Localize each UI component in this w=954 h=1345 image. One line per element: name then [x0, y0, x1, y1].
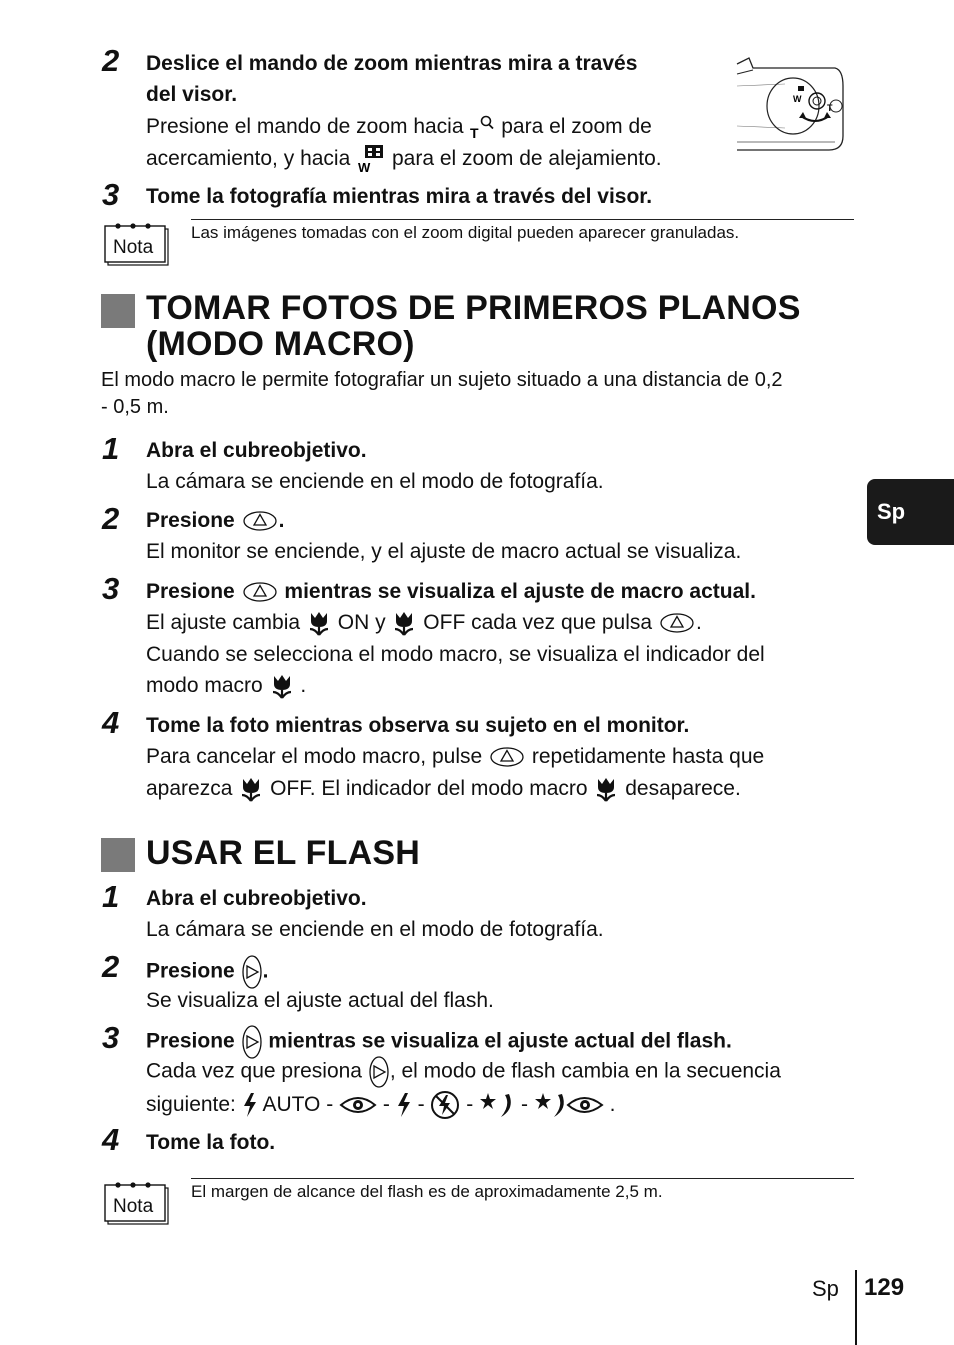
step-number: 2	[102, 43, 120, 78]
svg-text:W: W	[358, 159, 371, 174]
night-scene-red-eye-icon	[534, 1091, 604, 1119]
step-number: 1	[102, 879, 120, 914]
step-text: Presione el mando de zoom hacia T para el zoom de acercamiento, y hacia W para el zoom de alejamiento.	[146, 115, 662, 174]
step-text: Para cancelar el modo macro, pulse repetidamente hasta que aparezca OFF. El indicador del modo macro desaparece.	[146, 741, 846, 804]
zoom-wide-icon	[356, 144, 386, 174]
note-divider	[191, 219, 854, 220]
svg-text:T: T	[470, 125, 479, 141]
red-eye-reduction-icon	[339, 1094, 377, 1116]
arrow-up-button-icon	[241, 581, 279, 603]
step-title: Tome la foto.	[146, 1131, 276, 1154]
svg-text:T: T	[827, 103, 833, 113]
section-heading: USAR EL FLASH	[146, 834, 420, 872]
svg-text:Nota: Nota	[113, 237, 154, 258]
step-text: Se visualiza el ajuste actual del flash.	[146, 989, 494, 1012]
step-number: 4	[102, 705, 120, 740]
step-text: La cámara se enciende en el modo de fotografía.	[146, 470, 604, 493]
macro-tulip-icon	[391, 610, 417, 636]
step-text: La cámara se enciende en el modo de fotografía.	[146, 918, 604, 941]
step-title: Presione mientras se visualiza el ajuste de macro actual.	[146, 580, 756, 603]
flash-off-icon	[430, 1090, 460, 1120]
section-marker	[101, 294, 135, 328]
step-title: Presione mientras se visualiza el ajuste actual del flash.	[146, 1024, 846, 1060]
step-number: 2	[102, 501, 120, 536]
camera-zoom-lever-illustration	[735, 56, 850, 161]
arrow-up-button-icon	[488, 746, 526, 768]
night-scene-icon	[479, 1091, 515, 1119]
section-marker	[101, 838, 135, 872]
step-number: 4	[102, 1122, 120, 1157]
step-number: 3	[102, 571, 120, 606]
step-text: El monitor se enciende, y el ajuste de macro actual se visualiza.	[146, 540, 742, 563]
step-number: 2	[102, 949, 120, 984]
note-icon	[104, 223, 166, 263]
note-text: Las imágenes tomadas con el zoom digital pueden aparecer granuladas.	[191, 223, 740, 242]
flash-bolt-icon	[242, 1092, 258, 1118]
note-divider	[191, 1178, 854, 1179]
step-title: Abra el cubreobjetivo.	[146, 887, 367, 910]
flash-bolt-icon	[396, 1092, 412, 1118]
arrow-right-button-icon	[368, 1055, 390, 1089]
macro-tulip-icon	[306, 610, 332, 636]
section-heading: TOMAR FOTOS DE PRIMEROS PLANOS (MODO MACRO)	[146, 289, 801, 363]
page-number: 129	[864, 1274, 905, 1301]
step-number: 3	[102, 1020, 120, 1055]
footer-divider	[855, 1270, 857, 1345]
step-title: Abra el cubreobjetivo.	[146, 439, 367, 462]
language-tab: Sp	[867, 479, 954, 545]
step-title: Tome la foto mientras observa su sujeto en el monitor.	[146, 714, 690, 737]
step-text: Cada vez que presiona , el modo de flash cambia en la secuencia siguiente: AUTO - - - - - .	[146, 1055, 856, 1121]
note-icon	[104, 1182, 166, 1222]
svg-text:W: W	[793, 94, 802, 104]
step-number: 3	[102, 177, 120, 212]
arrow-up-button-icon	[241, 510, 279, 532]
step-text: El ajuste cambia ON y OFF cada vez que pulsa . Cuando se selecciona el modo macro, se visualiza el indicador del modo macro .	[146, 607, 846, 702]
macro-tulip-icon	[238, 776, 264, 802]
step-title: Deslice el mando de zoom mientras mira a través del visor.	[146, 52, 638, 106]
macro-tulip-icon	[269, 673, 295, 699]
macro-tulip-icon	[593, 776, 619, 802]
step-number: 1	[102, 431, 120, 466]
section-intro: El modo macro le permite fotografiar un sujeto situado a una distancia de 0,2 - 0,5 m.	[101, 369, 783, 418]
note-text: El margen de alcance del flash es de aproximadamente 2,5 m.	[191, 1182, 663, 1201]
footer-language: Sp	[812, 1276, 839, 1301]
svg-text:Nota: Nota	[113, 1196, 154, 1217]
zoom-tele-icon	[469, 114, 495, 140]
step-title: Presione .	[146, 954, 846, 990]
arrow-up-button-icon	[658, 612, 696, 634]
step-title: Tome la fotografía mientras mira a través del visor.	[146, 185, 653, 208]
step-title: Presione .	[146, 509, 285, 532]
